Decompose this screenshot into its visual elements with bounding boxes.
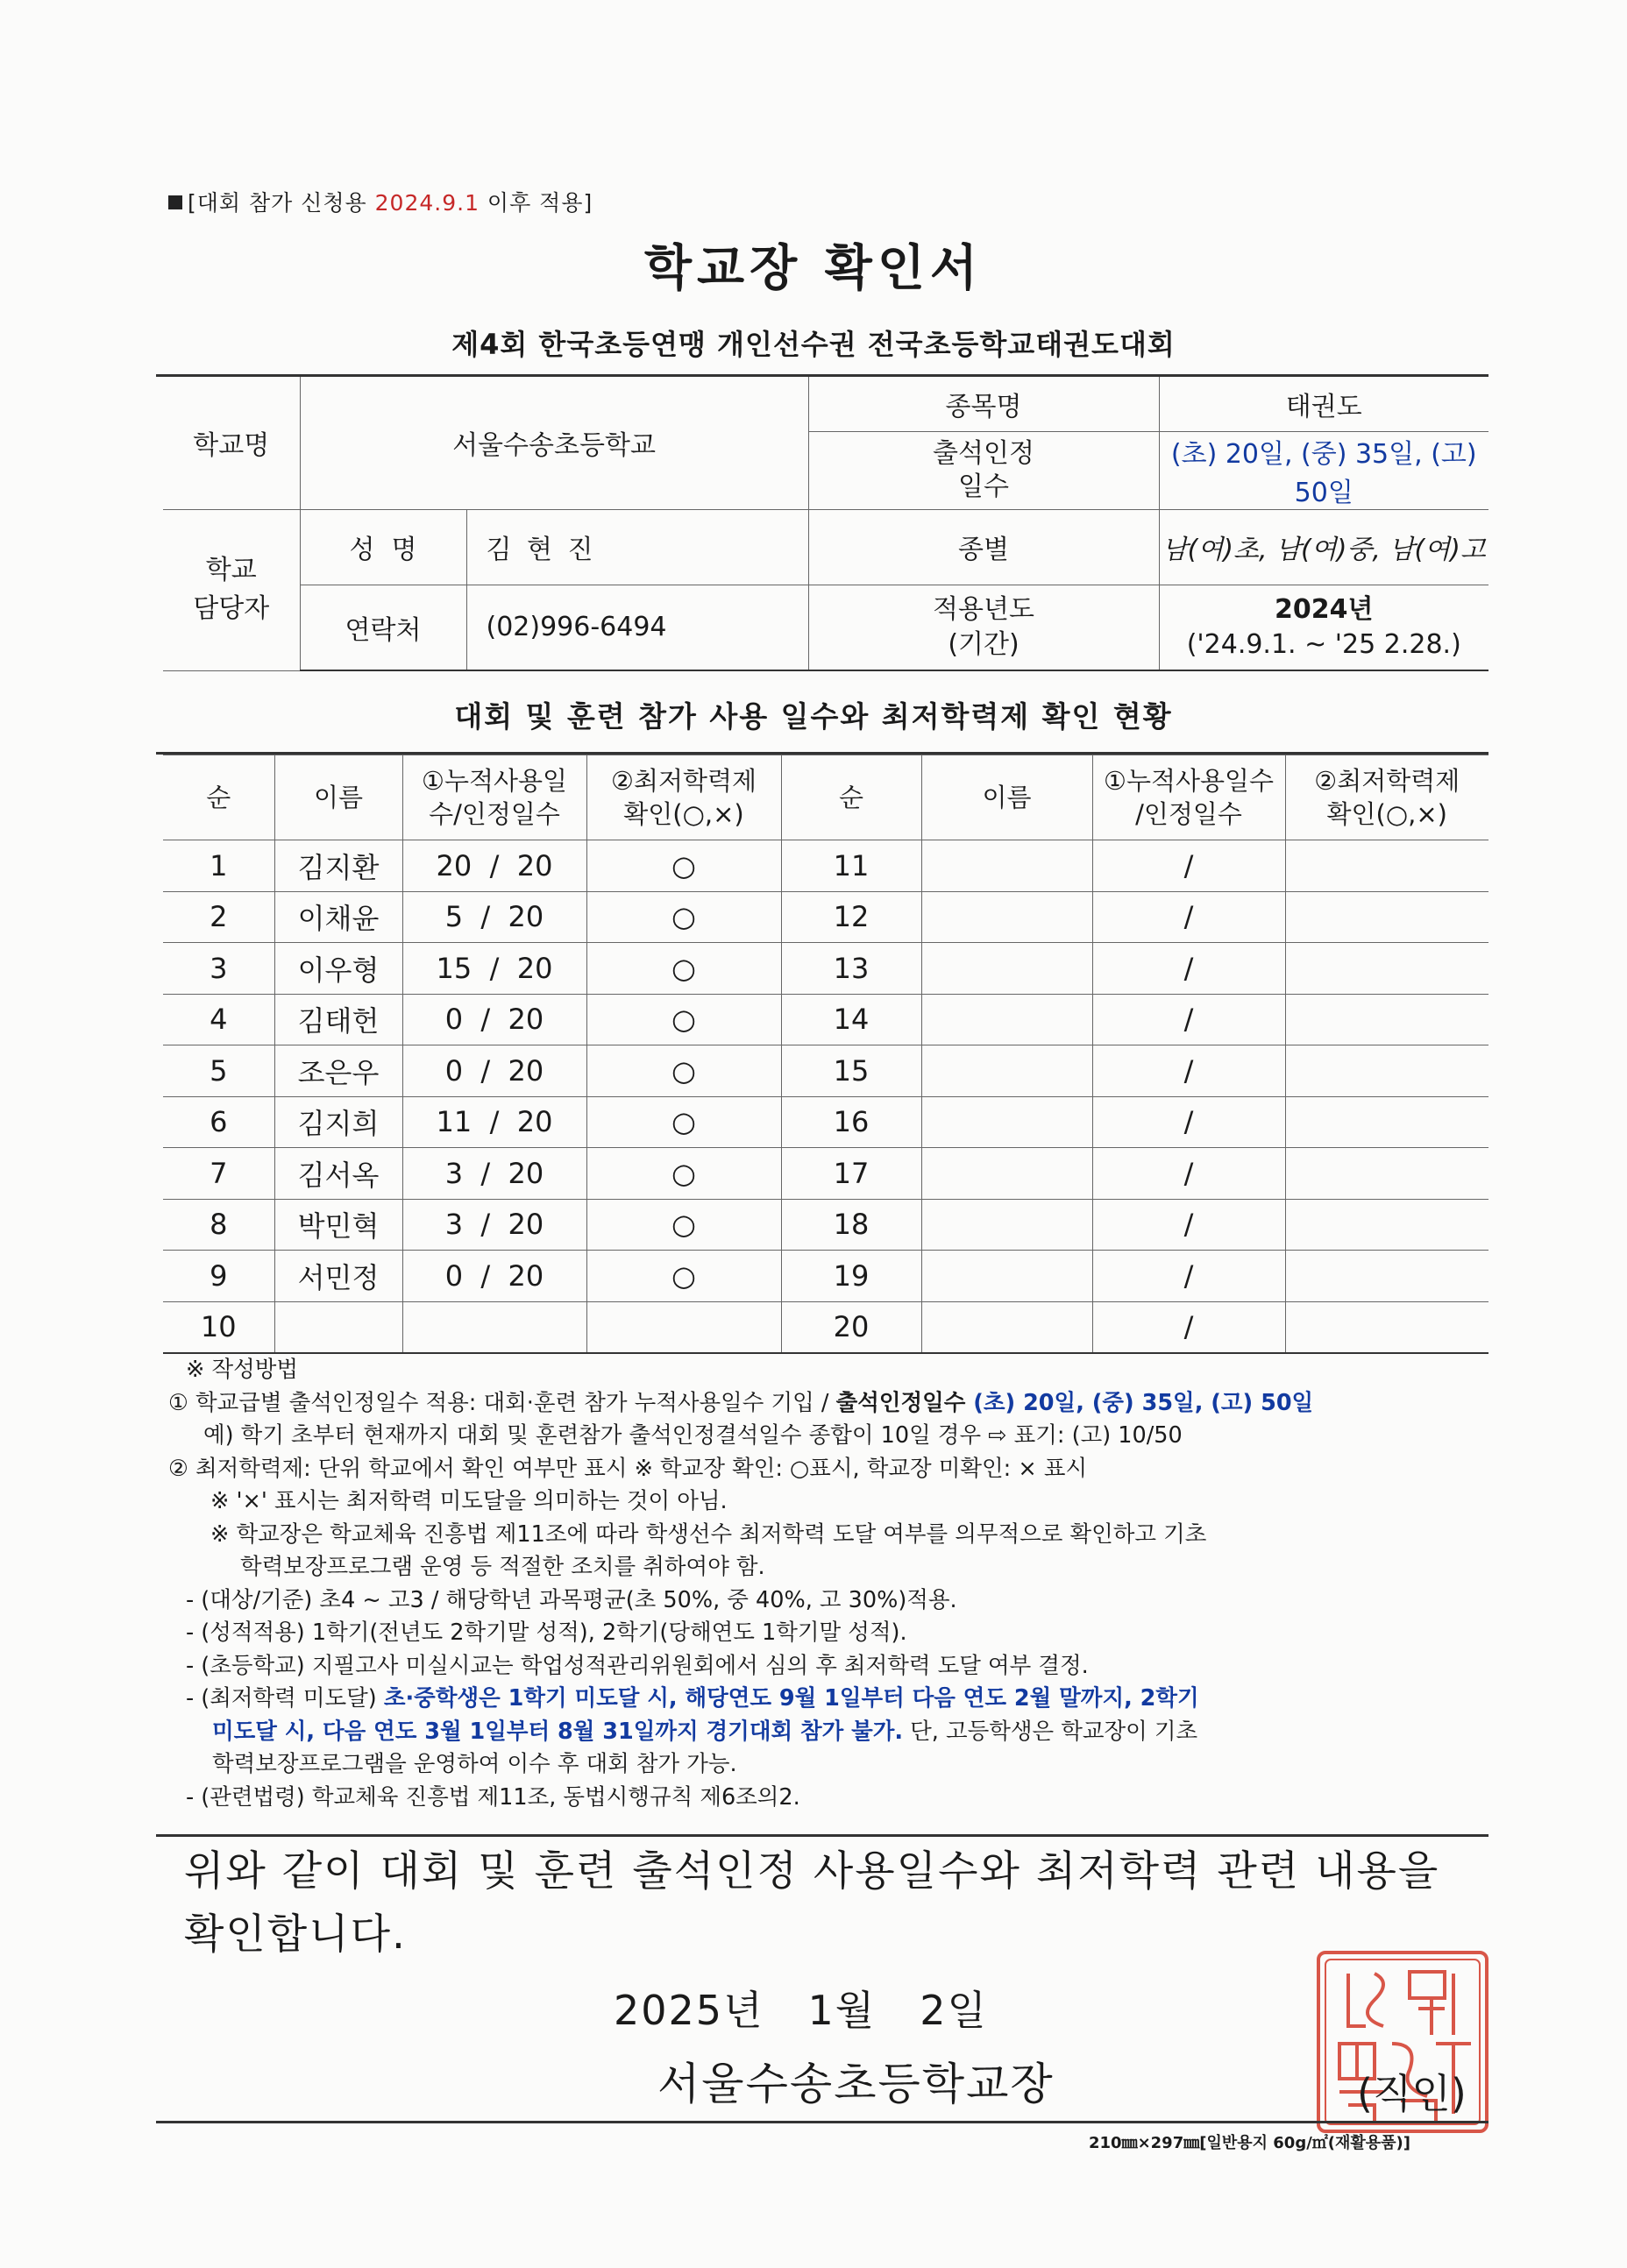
student-name (921, 1199, 1092, 1251)
days-used: 0 / 20 (402, 994, 586, 1045)
row-no: 6 (163, 1096, 274, 1148)
apply-year-cell (1159, 585, 1488, 670)
attendance-days-label: 출석인정 일수 (808, 431, 1159, 509)
apply-year-value: 2024년 (1275, 593, 1374, 625)
student-name: 조은우 (274, 1045, 402, 1097)
note-2-sub2: ※ 학교장은 학교체육 진흥법 제11조에 따라 학생선수 최저학력 도달 여부를 의무적으로 확인하고 기초 (210, 1520, 1207, 1548)
student-name (921, 1301, 1092, 1353)
issue-date: 2025년 1월 2일 (614, 1987, 988, 2034)
check-mark: ○ (586, 1148, 781, 1200)
student-name: 김지희 (274, 1096, 402, 1148)
table-row (163, 1148, 1488, 1200)
confirmation-statement: 위와 같이 대회 및 훈련 출석인정 사용일수와 최저학력 관련 내용을 확인합니다. (184, 1847, 1440, 1959)
row-no: 15 (781, 1045, 921, 1097)
days-used: 15 / 20 (402, 943, 586, 995)
student-name (921, 1148, 1092, 1200)
days-used: 11 / 20 (402, 1096, 586, 1148)
student-name (274, 1301, 402, 1353)
days-used: 0 / 20 (402, 1045, 586, 1097)
school-name-label: 학교명 (163, 377, 300, 509)
row-no: 12 (781, 891, 921, 943)
col-days-right: ①누적사용일수 /인정일수 (1092, 755, 1285, 840)
check-mark: ○ (586, 1096, 781, 1148)
detail-grades: - (성적적용) 1학기(전년도 2학기말 성적), 2학기(당해연도 1학기말 성적). (186, 1619, 907, 1646)
table-row (163, 1199, 1488, 1251)
check-mark (1285, 994, 1488, 1045)
records-header-row (163, 755, 1488, 840)
check-mark (1285, 1301, 1488, 1353)
days-used: / (1092, 1301, 1285, 1353)
days-used: 20 / 20 (402, 840, 586, 892)
note-1-example: 예) 학기 초부터 현재까지 대회 및 훈련참가 출석인정결석일수 종합이 10일 경우 ⇨ 표기: (고) 10/50 (203, 1422, 1183, 1449)
days-used: / (1092, 943, 1285, 995)
student-name (921, 1045, 1092, 1097)
table-row (163, 1045, 1488, 1097)
days-used: / (1092, 1199, 1285, 1251)
row-no: 1 (163, 840, 274, 892)
event-value: 태권도 (1159, 377, 1488, 431)
records-table (163, 755, 1488, 1354)
student-name: 박민혁 (274, 1199, 402, 1251)
manager-name-value: 김 현 진 (466, 509, 808, 585)
check-mark: ○ (586, 840, 781, 892)
attendance-days-value: (초) 20일, (중) 35일, (고) 50일 (1159, 431, 1488, 509)
student-name (921, 1251, 1092, 1302)
note-2-sub2-cont: 학력보장프로그램 운영 등 적절한 조치를 취하여야 함. (240, 1554, 765, 1580)
row-no: 20 (781, 1301, 921, 1353)
days-used: 0 / 20 (402, 1251, 586, 1302)
student-name: 김서옥 (274, 1148, 402, 1200)
apply-year-period: ('24.9.1. ~ '25 2.28.) (1186, 628, 1461, 660)
detail-target: - (대상/기준) 초4 ~ 고3 / 해당학년 과목평균(초 50%, 중 40%, 고 30%)적용. (186, 1586, 957, 1613)
table-row (163, 891, 1488, 943)
row-no: 14 (781, 994, 921, 1045)
check-mark (586, 1301, 781, 1353)
confirm-top-rule (156, 1834, 1488, 1837)
table-row (163, 840, 1488, 892)
tag-date: 2024.9.1 (374, 190, 480, 216)
row-no: 9 (163, 1251, 274, 1302)
school-name-value: 서울수송초등학교 (300, 377, 808, 509)
col-check-right: ②최저학력제 확인(○,×) (1285, 755, 1488, 840)
detail-not-met-cont: 미도달 시, 다음 연도 3월 1일부터 8월 31일까지 경기대회 참가 불가. 단, 고등학생은 학교장이 기초 (212, 1718, 1198, 1745)
check-mark: ○ (586, 1199, 781, 1251)
student-name: 이우형 (274, 943, 402, 995)
check-mark: ○ (586, 1251, 781, 1302)
col-no-right: 순 (781, 755, 921, 840)
category-label: 종별 (808, 509, 1159, 585)
student-name (921, 1096, 1092, 1148)
principal-name: 서울수송초등학교장 (657, 2059, 1055, 2109)
table-row (163, 994, 1488, 1045)
student-name: 김지환 (274, 840, 402, 892)
manager-label: 학교 담당자 (163, 509, 300, 670)
table-row (163, 1251, 1488, 1302)
check-mark (1285, 891, 1488, 943)
row-no: 11 (781, 840, 921, 892)
check-mark (1285, 1045, 1488, 1097)
check-mark: ○ (586, 943, 781, 995)
manager-name-label: 성 명 (300, 509, 466, 585)
seal-mark-text: (직인) (1357, 2070, 1467, 2117)
detail-not-met-cont2: 학력보장프로그램을 운영하여 이수 후 대회 참가 가능. (212, 1751, 737, 1777)
row-no: 16 (781, 1096, 921, 1148)
competition-name: 제4회 한국초등연맹 개인선수권 전국초등학교태권도대회 (451, 328, 1176, 361)
col-no-left: 순 (163, 755, 274, 840)
days-used: / (1092, 1096, 1285, 1148)
writing-instructions (168, 1354, 1501, 1814)
row-no: 10 (163, 1301, 274, 1353)
row-no: 2 (163, 891, 274, 943)
student-name (921, 891, 1092, 943)
note-1: ① 학교급별 출석인정일수 적용: 대회·훈련 참가 누적사용일수 기입 / 출석인정일수 (초) 20일, (중) 35일, (고) 50일 (168, 1389, 1314, 1416)
contact-value: (02)996-6494 (466, 585, 808, 670)
days-used: / (1092, 994, 1285, 1045)
days-used: / (1092, 840, 1285, 892)
days-used: 3 / 20 (402, 1199, 586, 1251)
notes-heading: ※ 작성방법 (186, 1357, 299, 1383)
table-row (163, 1301, 1488, 1353)
check-mark (1285, 943, 1488, 995)
check-mark: ○ (586, 994, 781, 1045)
row-no: 7 (163, 1148, 274, 1200)
days-used (402, 1301, 586, 1353)
days-used: / (1092, 1045, 1285, 1097)
paper-spec-note: 210㎜×297㎜[일반용지 60g/㎡(재활용품)] (1089, 2134, 1411, 2152)
student-name: 서민정 (274, 1251, 402, 1302)
check-mark (1285, 840, 1488, 892)
row-no: 8 (163, 1199, 274, 1251)
row-no: 18 (781, 1199, 921, 1251)
student-name (921, 994, 1092, 1045)
document-title: 학교장 확인서 (643, 240, 984, 297)
detail-elementary: - (초등학교) 지필고사 미실시교는 학업성적관리위원회에서 심의 후 최저학력 도달 여부 결정. (186, 1652, 1089, 1679)
note-2: ② 최저학력제: 단위 학교에서 확인 여부만 표시 ※ 학교장 확인: ○표시, 학교장 미확인: × 표시 (168, 1455, 1088, 1482)
check-mark (1285, 1096, 1488, 1148)
section-title: 대회 및 훈련 참가 사용 일수와 최저학력제 확인 현황 (454, 699, 1173, 734)
check-mark: ○ (586, 891, 781, 943)
days-used: / (1092, 891, 1285, 943)
col-name-left: 이름 (274, 755, 402, 840)
check-mark (1285, 1251, 1488, 1302)
row-no: 4 (163, 994, 274, 1045)
student-name (921, 943, 1092, 995)
days-used: / (1092, 1148, 1285, 1200)
table-row (163, 1096, 1488, 1148)
apply-year-label: 적용년도 (기간) (808, 585, 1159, 670)
row-no: 3 (163, 943, 274, 995)
square-bullet-icon (168, 195, 182, 209)
row-no: 17 (781, 1148, 921, 1200)
days-used: 5 / 20 (402, 891, 586, 943)
table-row (163, 943, 1488, 995)
note-2-sub1: ※ '×' 표시는 최저학력 미도달을 의미하는 것이 아님. (210, 1488, 728, 1514)
col-name-right: 이름 (921, 755, 1092, 840)
bottom-rule (156, 2121, 1488, 2123)
detail-laws: - (관련법령) 학교체육 진흥법 제11조, 동법시행규칙 제6조의2. (186, 1783, 800, 1811)
student-name (921, 840, 1092, 892)
col-check-left: ②최저학력제 확인(○,×) (586, 755, 781, 840)
check-mark: ○ (586, 1045, 781, 1097)
contact-label: 연락처 (300, 585, 466, 670)
row-no: 19 (781, 1251, 921, 1302)
detail-not-met: - (최저학력 미도달) 초·중학생은 1학기 미도달 시, 해당연도 9월 1일부터 다음 연도 2월 말까지, 2학기 (186, 1685, 1199, 1712)
student-name: 김태헌 (274, 994, 402, 1045)
category-value: 남(여)초, 남(여)중, 남(여)고 (1159, 509, 1488, 585)
check-mark (1285, 1148, 1488, 1200)
days-used: 3 / 20 (402, 1148, 586, 1200)
row-no: 13 (781, 943, 921, 995)
student-name: 이채윤 (274, 891, 402, 943)
days-used: / (1092, 1251, 1285, 1302)
form-usage-tag: [대회 참가 신청용 2024.9.1 이후 적용] (168, 186, 593, 217)
school-info-table (163, 377, 1488, 671)
col-days-left: ①누적사용일 수/인정일수 (402, 755, 586, 840)
check-mark (1285, 1199, 1488, 1251)
event-label: 종목명 (808, 377, 1159, 431)
row-no: 5 (163, 1045, 274, 1097)
